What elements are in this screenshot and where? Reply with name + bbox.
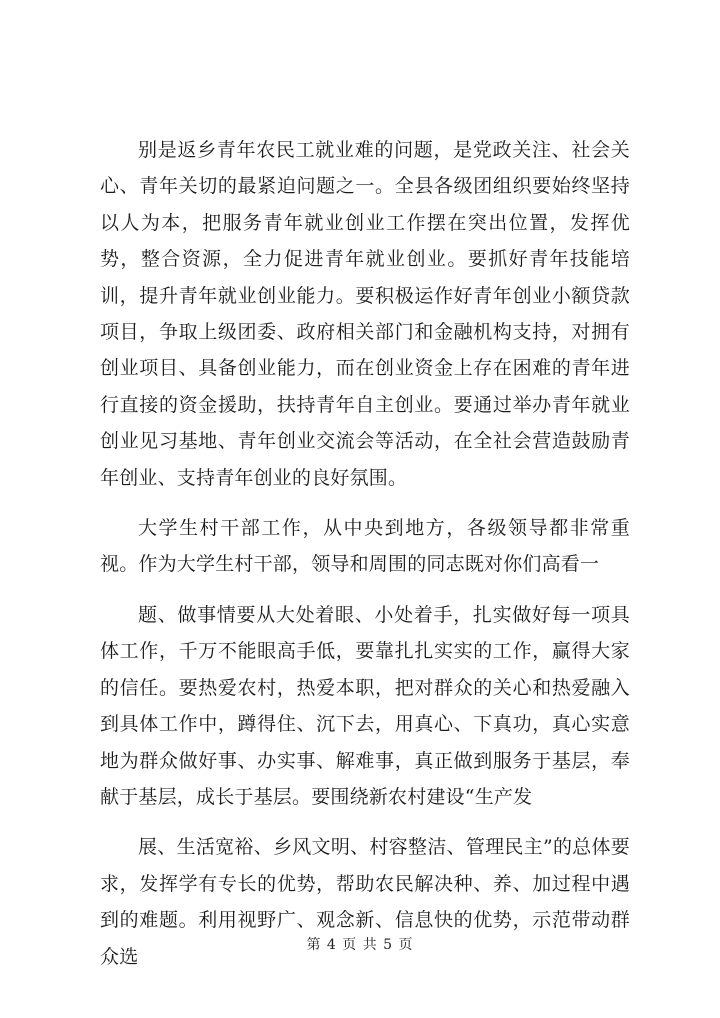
page-footer: 第 4 页 共 5 页: [306, 937, 414, 953]
paragraph-new-countryside: 展、生活宽裕、乡风文明、村容整洁、管理民主”的总体要求，发挥学有专长的优势，帮助农民解决种、养、加过程中遇到的难题。利用视野广、观念新、信息快的优势，示范带动群众选: [100, 836, 630, 968]
paragraph-work-attitude: 题、做事情要从大处着眼、小处着手，扎实做好每一项具体工作，千万不能眼高手低，要靠扎扎实实的工作，赢得大家的信任。要热爱农村，热爱本职，把对群众的关心和热爱融入到具体工作中，蹲得住、沉下去，用真心、下真功，真心实意地为群众做好事、办实事、解难事，真正做到服务于基层，奉献于基层，成长于基层。要围绕新农村建设“生产发: [100, 603, 630, 808]
paragraph-youth-employment: 别是返乡青年农民工就业难的问题，是党政关注、社会关心、青年关切的最紧迫问题之一。全县各级团组织要始终坚持以人为本，把服务青年就业创业工作摆在突出位置，发挥优势，整合资源，全力促进青年就业创业。要抓好青年技能培训，提升青年就业创业能力。要积极运作好青年创业小额贷款项目，争取上级团委、政府相关部门和金融机构支持，对拥有创业项目、具备创业能力，而在创业资金上存在困难的青年进行直接的资金援助，扶持青年自主创业。要通过举办青年就业创业见习基地、青年创业交流会等活动，在全社会营造鼓励青年创业、支持青年创业的良好氛围。: [100, 139, 630, 489]
paragraph-village-cadres: 大学生村干部工作，从中央到地方，各级领导都非常重视。作为大学生村干部，领导和周围的同志既对你们高看一: [100, 517, 630, 576]
document-body: [100, 132, 630, 989]
